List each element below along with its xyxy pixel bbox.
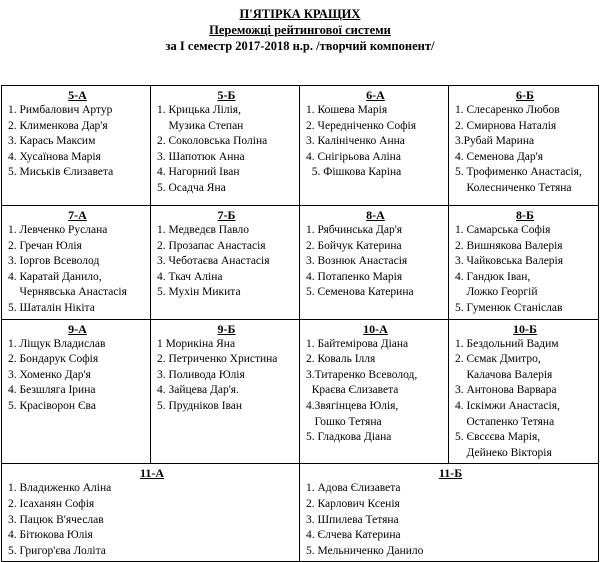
student-entry: 5. Шаталін Нікіта — [8, 301, 95, 314]
student-entry: 3. Іоргов Всеволод — [8, 255, 100, 268]
student-entry: 5. Мухін Микита — [157, 286, 241, 299]
document-subtitle: Переможці рейтингової системи — [209, 23, 391, 37]
student-entry: 1. Байтемірова Діана — [306, 337, 409, 350]
student-entry: 3. Хоменко Дар'я — [8, 368, 91, 381]
student-entry: 1. Кошева Марія — [306, 104, 388, 116]
class-name: 5-А — [68, 88, 87, 102]
class-name: 8-Б — [516, 208, 534, 222]
student-entry: 4.Звягінцева Юлія, — [306, 399, 399, 412]
student-entry: Калачова Валерія — [455, 368, 553, 381]
student-entry: 2. Гречан Юлія — [8, 239, 82, 252]
student-entry: 3. Калініченко Анна — [306, 135, 405, 148]
class-name: 8-А — [366, 208, 385, 222]
student-entry: 2. Бойчук Катерина — [306, 239, 402, 252]
student-entry: 3. Шпилева Тетяна — [306, 513, 399, 526]
student-entry: 1 Морикіна Яна — [157, 337, 236, 350]
student-entry: 4. Хусаїнова Марія — [8, 150, 101, 163]
student-entry: 2. Петриченко Христина — [157, 353, 278, 366]
student-entry: 4. Нагорний Іван — [157, 166, 240, 179]
table-row — [2, 86, 599, 206]
student-entry: 2. Прозапас Анастасія — [157, 239, 266, 252]
student-entry: 4. Ткач Аліна — [157, 270, 223, 283]
class-name: 11-А — [140, 466, 164, 481]
class-cell — [2, 319, 151, 464]
student-entry: 2. Бондарук Софія — [8, 353, 99, 366]
student-entry: Чернявська Анастасія — [8, 286, 127, 299]
student-entry: Дейнеко Вікторія — [455, 446, 552, 459]
student-entry: 4. Бітюкова Юлія — [8, 529, 93, 542]
student-entry: 3. Поливода Юлія — [157, 368, 245, 381]
document-header — [0, 6, 600, 54]
student-entry: 5. Гладкова Діана — [306, 431, 392, 444]
class-cell — [2, 86, 151, 206]
student-entry: 3. Шапотюк Анна — [157, 150, 245, 163]
student-entry: 3. Антонова Варвара — [455, 384, 557, 397]
class-name: 6-А — [366, 88, 385, 102]
winners-table — [1, 85, 599, 562]
student-entry: 3. Вознюк Анастасія — [306, 255, 408, 268]
student-entry: 2. Карлович Ксенія — [306, 497, 400, 510]
student-entry: 5. Красіворон Єва — [8, 399, 96, 412]
class-name: 10-А — [363, 321, 388, 336]
student-entry: Краєва Єлизавета — [306, 384, 399, 397]
class-cell — [300, 86, 449, 206]
class-cell — [2, 464, 300, 562]
student-entry: 1. Рябчинська Дар'я — [306, 224, 403, 236]
table-row — [2, 206, 599, 320]
class-cell — [151, 206, 300, 320]
student-entry: 3. Чайковська Валерія — [455, 255, 564, 268]
student-entry: Ложко Георгій — [455, 286, 538, 299]
student-entry: 1. Владиженко Аліна — [8, 482, 112, 495]
class-name: 7-Б — [217, 208, 236, 222]
student-entry: 1. Ліщук Владислав — [8, 337, 106, 350]
class-cell — [151, 86, 300, 206]
student-entry: 5. Прудніков Іван — [157, 399, 243, 412]
class-cell — [449, 86, 599, 206]
student-entry: 4. Іскімжи Анастасія, — [455, 399, 560, 412]
student-entry: 1. Римбалович Артур — [8, 104, 113, 116]
class-cell — [449, 319, 599, 464]
student-entry: 4. Потапенко Марія — [306, 270, 403, 283]
student-entry: Музика Степан — [157, 119, 244, 132]
student-entry: 5. Трофименко Анастасія, — [455, 166, 582, 179]
student-entry: 5. Гуменюк Станіслав — [455, 301, 563, 314]
table-row — [2, 464, 599, 562]
student-entry: 4. Снігірьова Аліна — [306, 150, 401, 163]
student-entry: 4. Гандюк Іван, — [455, 270, 531, 283]
class-name: 9-Б — [217, 321, 236, 336]
student-entry: 5. Євсєєва Марія, — [455, 431, 541, 444]
class-cell — [300, 319, 449, 464]
student-entry: Гошко Тетяна — [306, 415, 382, 428]
student-entry: 4. Єлчева Катерина — [306, 529, 401, 542]
student-entry: 1. Крицька Лілія, — [157, 104, 241, 116]
student-entry: 2. Ісаханян Софія — [8, 497, 95, 510]
class-name: 10-Б — [513, 321, 537, 336]
student-entry: 3. Карась Максим — [8, 135, 96, 148]
student-entry: 1. Адова Єлизавета — [306, 482, 401, 495]
document-title: П'ЯТІРКА КРАЩИХ — [239, 7, 361, 21]
class-name: 7-А — [68, 208, 87, 222]
student-entry: 4. Каратай Данило, — [8, 270, 102, 283]
student-entry: 1. Слесаренко Любов — [455, 104, 560, 116]
student-entry: 5. Фішкова Каріна — [306, 166, 402, 179]
class-name: 5-Б — [217, 88, 236, 102]
student-entry: 5. Мельниченко Данило — [306, 544, 424, 557]
student-entry: 1. Медведєв Павло — [157, 224, 249, 236]
student-entry: 2. Соколовська Поліна — [157, 135, 268, 148]
student-entry: 2. Чередніченко Софія — [306, 119, 417, 132]
student-entry: 3.Рубай Марина — [455, 135, 535, 148]
student-entry: 2. Смирнова Наталія — [455, 119, 557, 132]
student-entry: 1. Бездольний Вадим — [455, 337, 559, 350]
student-entry: 5. Миськів Єлизавета — [8, 166, 114, 179]
student-entry: 4. Семенова Дар'я — [455, 150, 544, 163]
class-cell — [449, 206, 599, 320]
student-entry: 1. Левченко Руслана — [8, 224, 108, 236]
student-entry: 5. Григор'єва Лоліта — [8, 544, 106, 557]
class-cell — [300, 464, 599, 562]
class-cell — [300, 206, 449, 320]
class-name: 6-Б — [516, 88, 534, 102]
student-entry: 1. Самарська Софія — [455, 224, 551, 236]
class-cell — [151, 319, 300, 464]
student-entry: 3.Титаренко Всеволод, — [306, 368, 418, 381]
student-entry: 5. Семенова Катерина — [306, 286, 414, 299]
class-name: 9-А — [68, 321, 87, 336]
student-entry: 3. Чеботаєва Анастасія — [157, 255, 270, 268]
student-entry: 3. Пацюк В'ячеслав — [8, 513, 104, 526]
student-entry: 5. Осадча Яна — [157, 181, 226, 194]
student-entry: 2. Коваль Ілля — [306, 353, 376, 366]
student-entry: 4. Зайцева Дар'я. — [157, 384, 239, 397]
document-period: за І семестр 2017-2018 н.р. /творчий компонент/ — [165, 39, 435, 53]
student-entry: 2. Сємак Дмитро, — [455, 353, 541, 366]
class-name: 11-Б — [438, 466, 463, 481]
class-cell — [2, 206, 151, 320]
student-entry: Колесниченко Тетяна — [455, 181, 572, 194]
table-row — [2, 319, 599, 464]
student-entry: 2. Клименкова Дар'я — [8, 119, 108, 132]
student-entry: 4. Безшляга Ірина — [8, 384, 96, 397]
student-entry: 2. Вишнякова Валерія — [455, 239, 563, 252]
student-entry: Остапенко Тетяна — [455, 415, 555, 428]
